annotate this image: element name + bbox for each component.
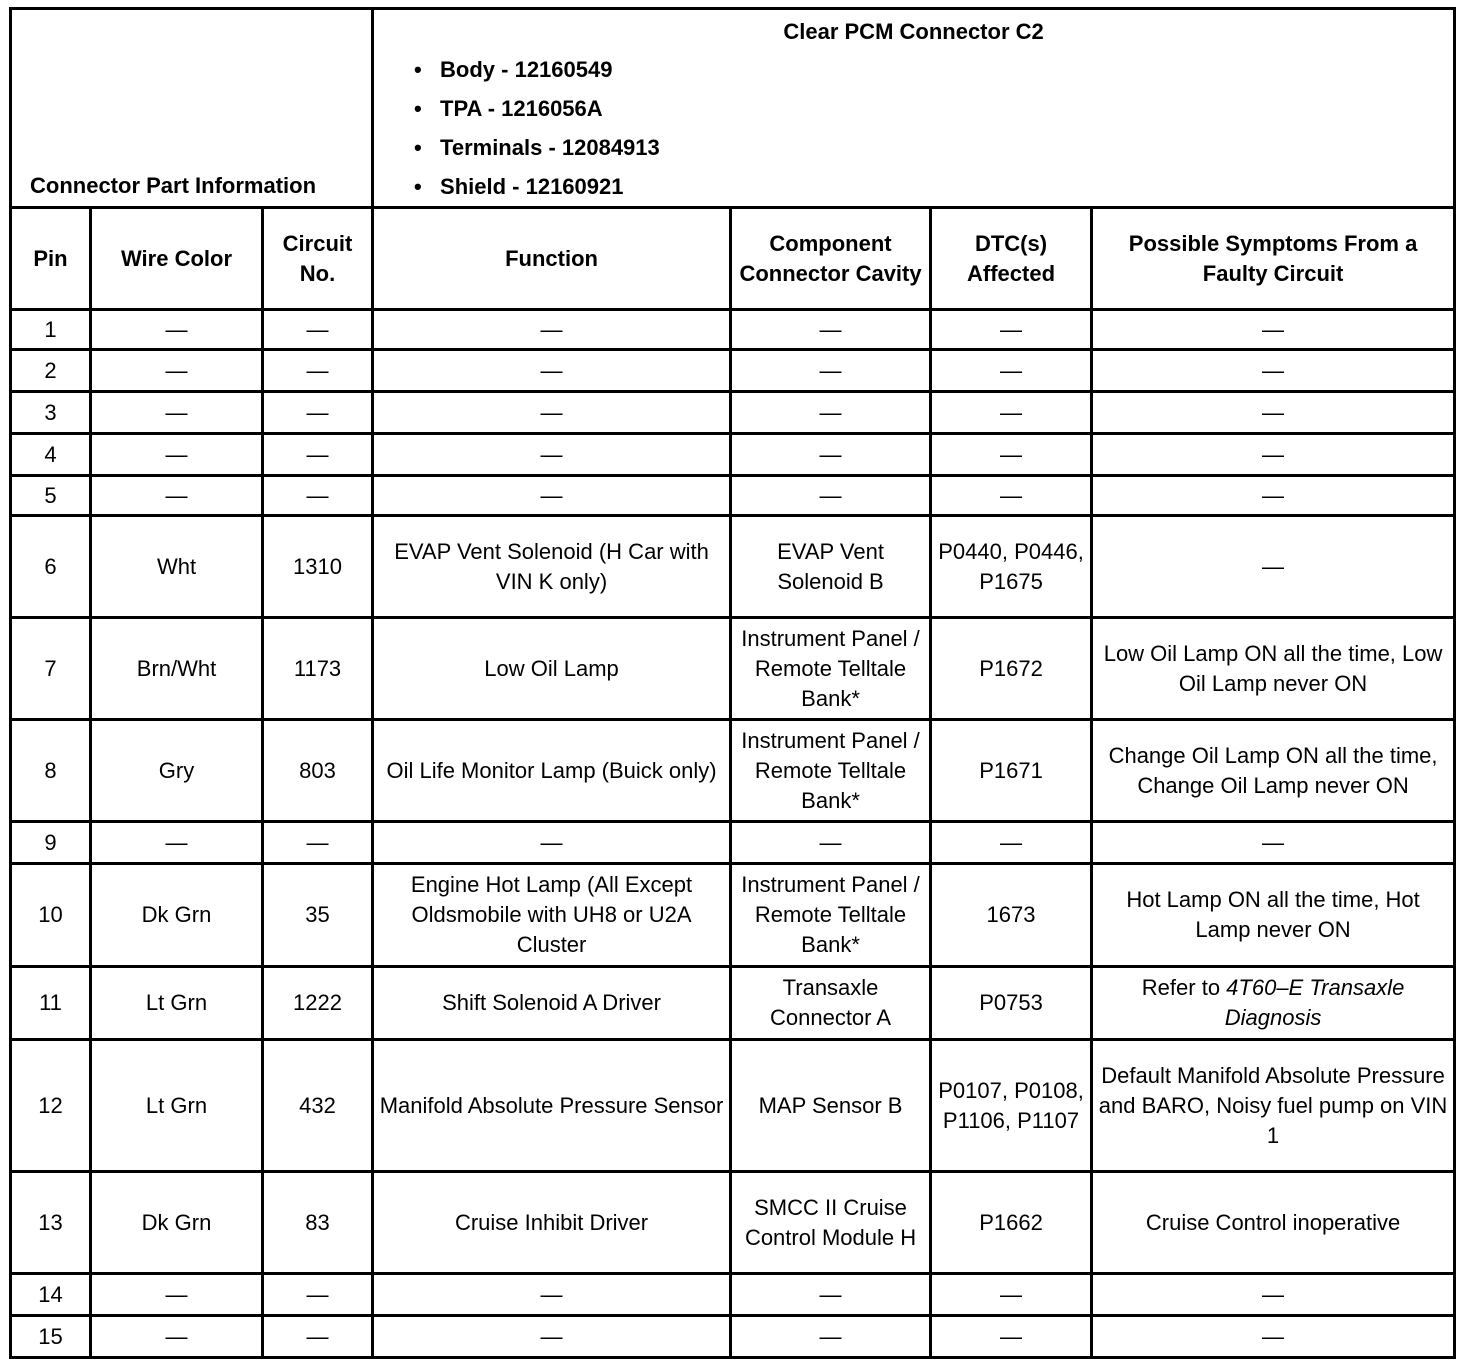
wire-color-cell: — (91, 434, 263, 476)
pin-cell: 12 (11, 1040, 91, 1172)
circuit-cell: — (263, 1316, 373, 1358)
function-cell: Low Oil Lamp (373, 618, 731, 720)
function-cell: Manifold Absolute Pressure Sensor (373, 1040, 731, 1172)
pin-cell: 13 (11, 1172, 91, 1274)
connector-part-body (414, 50, 1453, 89)
connector-parts-list (374, 50, 1453, 206)
table-row (11, 434, 1455, 476)
wire-color-cell: — (91, 1274, 263, 1316)
dtc-cell: — (931, 392, 1092, 434)
circuit-cell: — (263, 392, 373, 434)
circuit-cell: 432 (263, 1040, 373, 1172)
pin-cell: 1 (11, 310, 91, 350)
col-header-possible-symptoms: Possible Symptoms From a Faulty Circuit (1092, 208, 1455, 310)
circuit-cell: 35 (263, 864, 373, 967)
cavity-cell: — (731, 1316, 931, 1358)
table-row (11, 618, 1455, 720)
dtc-cell: — (931, 476, 1092, 516)
function-cell: — (373, 1316, 731, 1358)
circuit-cell: — (263, 434, 373, 476)
col-header-wire-color: Wire Color (91, 208, 263, 310)
column-header-row (11, 208, 1455, 310)
wire-color-cell: Wht (91, 516, 263, 618)
connector-info-row (11, 9, 1455, 208)
pin-cell: 10 (11, 864, 91, 967)
cavity-cell: — (731, 434, 931, 476)
wire-color-cell: Dk Grn (91, 1172, 263, 1274)
cavity-cell: EVAP Vent Solenoid B (731, 516, 931, 618)
table-row (11, 350, 1455, 392)
wire-color-cell: Dk Grn (91, 864, 263, 967)
dtc-cell: P0753 (931, 967, 1092, 1040)
circuit-cell: — (263, 350, 373, 392)
connector-title: Clear PCM Connector C2 (783, 19, 1044, 44)
cavity-cell: — (731, 476, 931, 516)
wire-color-cell: — (91, 350, 263, 392)
pin-cell: 11 (11, 967, 91, 1040)
table-row (11, 1316, 1455, 1358)
function-cell: — (373, 350, 731, 392)
symptoms-cell (1092, 967, 1455, 1040)
circuit-cell: — (263, 1274, 373, 1316)
symptoms-cell: — (1092, 392, 1455, 434)
pin-cell: 5 (11, 476, 91, 516)
symptoms-cell: Cruise Control inoperative (1092, 1172, 1455, 1274)
dtc-cell: — (931, 310, 1092, 350)
wire-color-cell: — (91, 1316, 263, 1358)
col-header-component-cavity: Component Connector Cavity (731, 208, 931, 310)
connector-part-details (373, 9, 1455, 208)
circuit-cell: 1310 (263, 516, 373, 618)
part-text: TPA - 1216056A (440, 96, 603, 121)
table-row (11, 476, 1455, 516)
function-cell: Oil Life Monitor Lamp (Buick only) (373, 720, 731, 822)
function-cell: — (373, 1274, 731, 1316)
symptoms-cell: — (1092, 310, 1455, 350)
function-cell: — (373, 310, 731, 350)
col-header-function: Function (373, 208, 731, 310)
part-text: Body - 12160549 (440, 57, 613, 82)
dtc-cell: P1662 (931, 1172, 1092, 1274)
part-text: Shield - 12160921 (440, 174, 624, 199)
symptoms-cell: — (1092, 476, 1455, 516)
circuit-cell: 1173 (263, 618, 373, 720)
pin-cell: 2 (11, 350, 91, 392)
circuit-cell: 1222 (263, 967, 373, 1040)
table-row (11, 822, 1455, 864)
function-cell: — (373, 392, 731, 434)
bullet-icon: • (414, 135, 422, 160)
symptoms-cell: Low Oil Lamp ON all the time, Low Oil Lamp never ON (1092, 618, 1455, 720)
function-cell: Cruise Inhibit Driver (373, 1172, 731, 1274)
table-row (11, 864, 1455, 967)
pin-cell: 14 (11, 1274, 91, 1316)
connector-part-information-label: Connector Part Information (11, 9, 373, 208)
pcm-connector-table (9, 7, 1456, 1359)
dtc-cell: 1673 (931, 864, 1092, 967)
function-cell: — (373, 434, 731, 476)
connector-part-tpa (414, 89, 1453, 128)
col-header-circuit-no: Circuit No. (263, 208, 373, 310)
table-row (11, 516, 1455, 618)
dtc-cell: — (931, 350, 1092, 392)
dtc-cell: — (931, 1316, 1092, 1358)
cavity-cell: MAP Sensor B (731, 1040, 931, 1172)
table-row (11, 720, 1455, 822)
wire-color-cell: — (91, 310, 263, 350)
dtc-cell: P1671 (931, 720, 1092, 822)
bullet-icon: • (414, 174, 422, 199)
symptoms-cell: Change Oil Lamp ON all the time, Change Oil Lamp never ON (1092, 720, 1455, 822)
wire-color-cell: Lt Grn (91, 1040, 263, 1172)
cavity-cell: — (731, 310, 931, 350)
connector-part-terminals (414, 128, 1453, 167)
symptoms-cell: — (1092, 1316, 1455, 1358)
table-row (11, 1274, 1455, 1316)
function-cell: — (373, 476, 731, 516)
wire-color-cell: — (91, 392, 263, 434)
cavity-cell: Instrument Panel / Remote Telltale Bank* (731, 864, 931, 967)
table-row (11, 1040, 1455, 1172)
cavity-cell: Transaxle Connector A (731, 967, 931, 1040)
cavity-cell: — (731, 822, 931, 864)
pin-cell: 3 (11, 392, 91, 434)
wire-color-cell: — (91, 476, 263, 516)
connector-table-sheet (9, 7, 1456, 1359)
dtc-cell: P0107, P0108, P1106, P1107 (931, 1040, 1092, 1172)
symptoms-cell: — (1092, 822, 1455, 864)
symptoms-cell: — (1092, 350, 1455, 392)
function-cell: Engine Hot Lamp (All Except Oldsmobile with UH8 or U2A Cluster (373, 864, 731, 967)
wire-color-cell: Gry (91, 720, 263, 822)
bullet-icon: • (414, 96, 422, 121)
bullet-icon: • (414, 57, 422, 82)
cavity-cell: Instrument Panel / Remote Telltale Bank* (731, 720, 931, 822)
pin-cell: 4 (11, 434, 91, 476)
dtc-cell: — (931, 434, 1092, 476)
pin-cell: 6 (11, 516, 91, 618)
cavity-cell: — (731, 1274, 931, 1316)
circuit-cell: — (263, 822, 373, 864)
col-header-pin: Pin (11, 208, 91, 310)
wire-color-cell: — (91, 822, 263, 864)
circuit-cell: — (263, 310, 373, 350)
part-text: Terminals - 12084913 (440, 135, 660, 160)
col-header-dtcs-affected: DTC(s) Affected (931, 208, 1092, 310)
pin-cell: 15 (11, 1316, 91, 1358)
pin-cell: 7 (11, 618, 91, 720)
function-cell: Shift Solenoid A Driver (373, 967, 731, 1040)
circuit-cell: 83 (263, 1172, 373, 1274)
symptoms-cell: Hot Lamp ON all the time, Hot Lamp never ON (1092, 864, 1455, 967)
dtc-cell: — (931, 822, 1092, 864)
table-row (11, 967, 1455, 1040)
symptoms-refer-prefix: Refer to (1141, 975, 1227, 1000)
cavity-cell: — (731, 350, 931, 392)
cavity-cell: — (731, 392, 931, 434)
table-row (11, 392, 1455, 434)
symptoms-cell: Default Manifold Absolute Pressure and BARO, Noisy fuel pump on VIN 1 (1092, 1040, 1455, 1172)
symptoms-cell: — (1092, 1274, 1455, 1316)
dtc-cell: — (931, 1274, 1092, 1316)
table-row (11, 310, 1455, 350)
symptoms-cell: — (1092, 434, 1455, 476)
cavity-cell: Instrument Panel / Remote Telltale Bank* (731, 618, 931, 720)
dtc-cell: P1672 (931, 618, 1092, 720)
cavity-cell: SMCC II Cruise Control Module H (731, 1172, 931, 1274)
wire-color-cell: Lt Grn (91, 967, 263, 1040)
pin-cell: 9 (11, 822, 91, 864)
table-row (11, 1172, 1455, 1274)
circuit-cell: 803 (263, 720, 373, 822)
connector-part-shield (414, 167, 1453, 206)
transaxle-diagnosis-reference: 4T60–E Transaxle Diagnosis (1224, 975, 1405, 1030)
function-cell: EVAP Vent Solenoid (H Car with VIN K only) (373, 516, 731, 618)
circuit-cell: — (263, 476, 373, 516)
pin-cell: 8 (11, 720, 91, 822)
function-cell: — (373, 822, 731, 864)
symptoms-cell: — (1092, 516, 1455, 618)
dtc-cell: P0440, P0446, P1675 (931, 516, 1092, 618)
wire-color-cell: Brn/Wht (91, 618, 263, 720)
